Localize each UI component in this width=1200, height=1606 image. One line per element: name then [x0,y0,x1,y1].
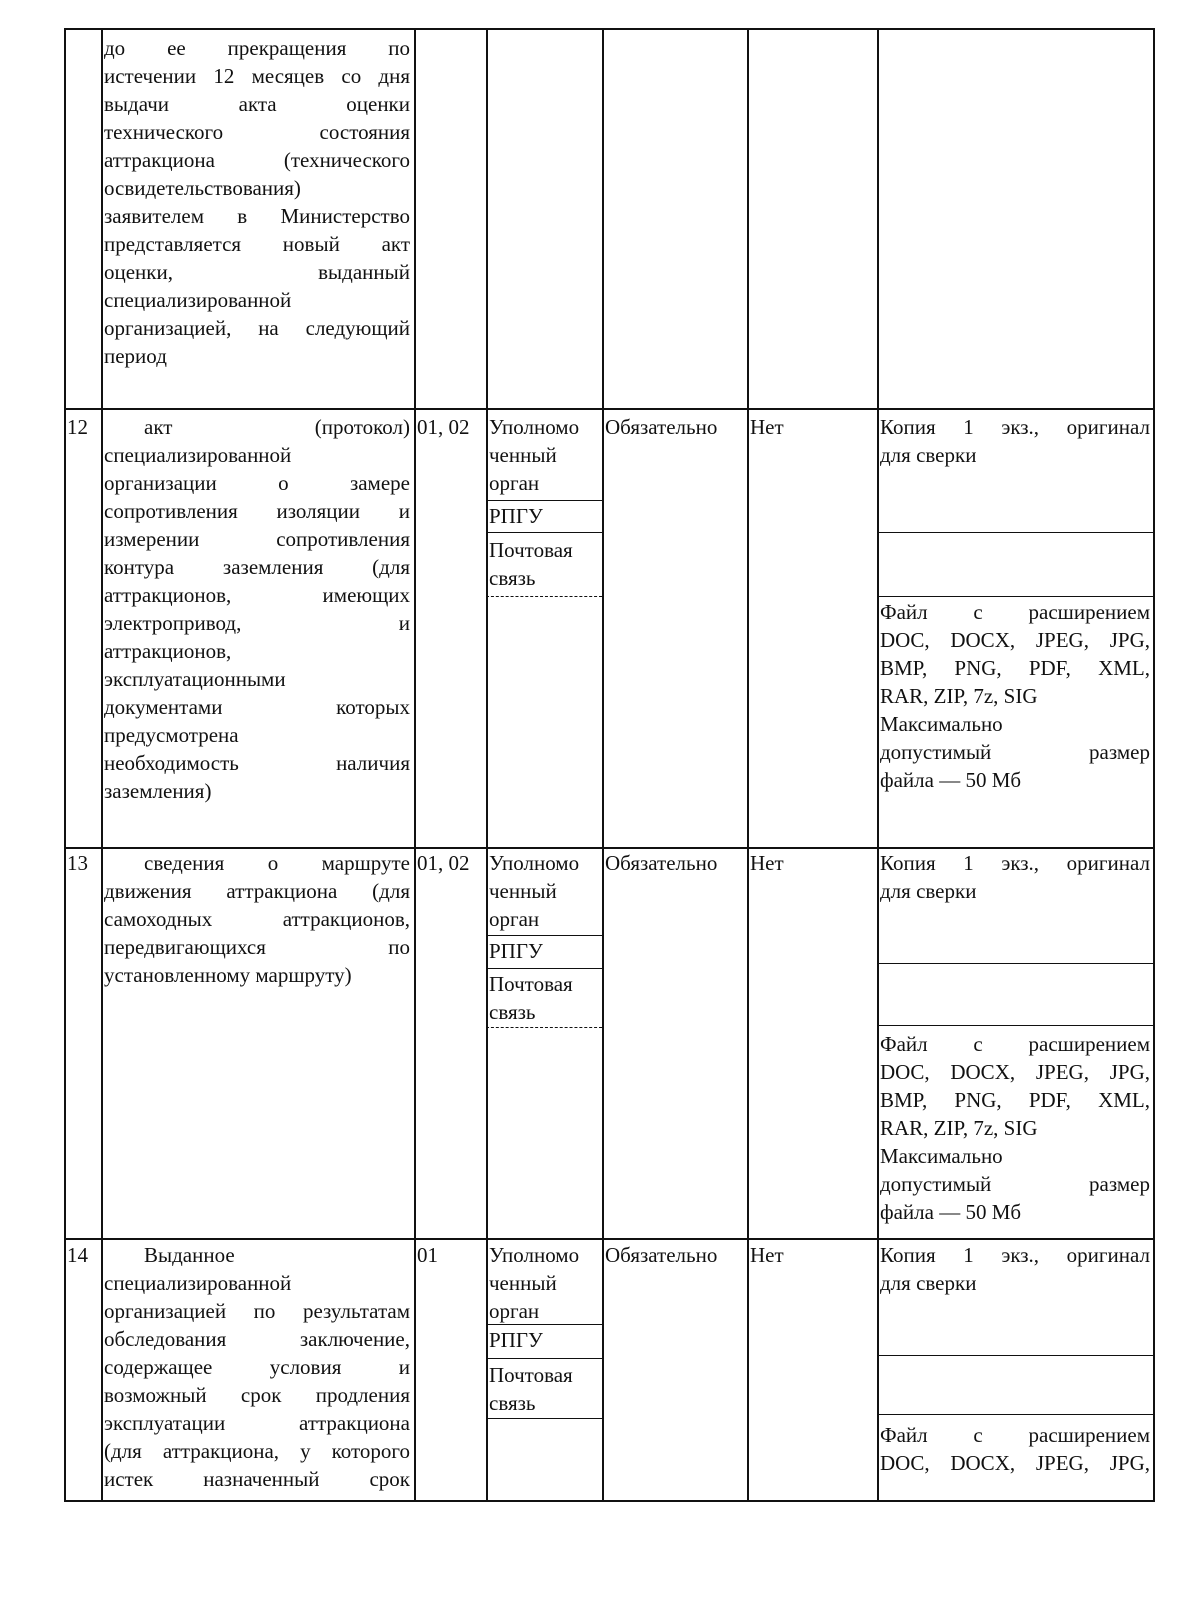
text-line: специализированной [104,443,292,467]
table-right-border [1153,28,1155,1502]
format-subdivider [877,1025,1153,1026]
text-line: аттракциона (технического [104,148,410,172]
channel-organ [489,413,579,497]
channel-subdivider [486,968,602,969]
copy-requirement [880,849,1150,905]
text-line: DOC, DOCX, JPEG, JPG, [880,1060,1150,1084]
answer-value: Нет [750,1243,784,1267]
row-number: 12 [67,415,88,439]
text-line: для сверки [880,443,977,467]
format-subdivider [877,532,1153,533]
text-line: истек назначенный срок [104,1467,410,1491]
text-line: BMP, PNG, PDF, XML, [880,656,1150,680]
text-line: DOC, DOCX, JPEG, JPG, [880,1451,1150,1475]
text-line: RAR, ZIP, 7z, SIG [880,684,1038,708]
text-line: Выданное [144,1243,235,1267]
text-line: ченный [489,1271,557,1295]
text-line: Копия 1 экз., оригинал [880,415,1150,439]
required-status: Обязательно [605,1243,718,1267]
text-line: RAR, ZIP, 7z, SIG [880,1116,1038,1140]
format-subdivider [877,1414,1153,1415]
document-description [104,849,410,989]
text-line: Уполномо [489,851,580,875]
text-line: файла — 50 Мб [880,768,1022,792]
text-line: связь [489,566,536,590]
text-line: аттракционов, имеющих [104,583,410,607]
text-line: содержащее условия и [104,1355,410,1379]
text-line: связь [489,1391,536,1415]
row-number: 13 [67,851,88,875]
required-status: Обязательно [605,415,718,439]
text-line: выдачи акта оценки [104,92,410,116]
copy-requirement [880,1241,1150,1297]
text-line: орган [489,471,540,495]
channel-subdivider [486,1358,602,1359]
file-format-requirement [880,598,1150,794]
text-line: оценки, выданный [104,260,410,284]
text-line: BMP, PNG, PDF, XML, [880,1088,1150,1112]
text-line: акт (протокол) [144,415,410,439]
text-line: Максимально [880,712,1003,736]
answer-value: Нет [750,851,784,875]
text-line: Копия 1 экз., оригинал [880,851,1150,875]
text-line: самоходных аттракционов, [104,907,410,931]
text-line: заземления) [104,779,212,803]
text-line: специализированной [104,288,292,312]
channel-post [489,536,573,592]
text-line: Почтовая [489,972,573,996]
text-line: сопротивления изоляции и [104,499,410,523]
text-line: обследования заключение, [104,1327,410,1351]
text-line: Максимально [880,1144,1003,1168]
text-line: Файл с расширением [880,600,1150,624]
copy-requirement [880,413,1150,469]
text-line: ченный [489,879,557,903]
table-left-border [64,28,66,1502]
text-line: ченный [489,443,557,467]
column-divider-required [747,28,749,1502]
channel-organ [489,849,579,933]
channel-subdivider [486,500,602,501]
format-subdivider [877,963,1153,964]
required-status: Обязательно [605,851,718,875]
text-line: до ее прекращения по [104,36,410,60]
text-line: движения аттракциона (для [104,879,410,903]
channel-rpgu: РПГУ [489,504,543,528]
channel-subdivider [486,1418,602,1419]
text-line: технического состояния [104,120,410,144]
text-line: передвигающихся по [104,935,410,959]
text-line: измерении сопротивления [104,527,410,551]
channel-organ [489,1241,579,1325]
column-divider-codes [486,28,488,1502]
row-divider [64,408,1155,410]
table-bottom-border [64,1500,1155,1502]
text-line: файла — 50 Мб [880,1200,1022,1224]
text-line: орган [489,1299,540,1323]
text-line: специализированной [104,1271,292,1295]
text-line: документами которых [104,695,410,719]
text-line: заявителем в Министерство [104,204,410,228]
answer-value: Нет [750,415,784,439]
text-line: представляется новый акт [104,232,410,256]
text-line: (для аттракциона, у которого [104,1439,410,1463]
file-format-requirement [880,1421,1150,1477]
column-divider-channel [602,28,604,1502]
text-line: для сверки [880,1271,977,1295]
channel-post [489,1361,573,1417]
column-divider-answer [877,28,879,1502]
text-line: сведения о маршруте [144,851,410,875]
text-line: связь [489,1000,536,1024]
text-line: организацией, на следующий [104,316,410,340]
text-line: Копия 1 экз., оригинал [880,1243,1150,1267]
format-subdivider [877,1355,1153,1356]
text-line: Файл с расширением [880,1423,1150,1447]
document-description [104,413,410,805]
text-line: Почтовая [489,1363,573,1387]
text-line: DOC, DOCX, JPEG, JPG, [880,628,1150,652]
continued-description [104,34,410,370]
channel-subdivider [486,532,602,533]
column-divider-num [101,28,103,1502]
text-line: установленному маршруту) [104,963,352,987]
text-line: орган [489,907,540,931]
text-line: Файл с расширением [880,1032,1150,1056]
table-top-border [64,28,1155,30]
text-line: для сверки [880,879,977,903]
channel-subdivider [486,935,602,936]
row-divider [64,1238,1155,1240]
format-subdivider [877,596,1153,597]
text-line: допустимый размер [880,1172,1150,1196]
text-line: электропривод, и [104,611,410,635]
form-codes: 01 [417,1243,438,1267]
form-codes: 01, 02 [417,851,470,875]
text-line: Уполномо [489,1243,580,1267]
channel-post [489,970,573,1026]
text-line: период [104,344,167,368]
file-format-requirement [880,1030,1150,1226]
document-description [104,1241,410,1493]
text-line: предусмотрена [104,723,239,747]
row-number: 14 [67,1243,88,1267]
text-line: допустимый размер [880,740,1150,764]
column-divider-desc [414,28,416,1502]
text-line: Уполномо [489,415,580,439]
channel-subdivider [486,1027,602,1028]
channel-rpgu: РПГУ [489,1328,543,1352]
text-line: организацией по результатам [104,1299,410,1323]
form-codes: 01, 02 [417,415,470,439]
channel-subdivider [486,596,602,597]
channel-rpgu: РПГУ [489,939,543,963]
text-line: аттракционов, [104,639,232,663]
text-line: возможный срок продления [104,1383,410,1407]
text-line: необходимость наличия [104,751,410,775]
text-line: истечении 12 месяцев со дня [104,64,410,88]
text-line: эксплуатации аттракциона [104,1411,410,1435]
text-line: освидетельствования) [104,176,301,200]
text-line: организации о замере [104,471,410,495]
text-line: Почтовая [489,538,573,562]
text-line: контура заземления (для [104,555,410,579]
text-line: эксплуатационными [104,667,286,691]
